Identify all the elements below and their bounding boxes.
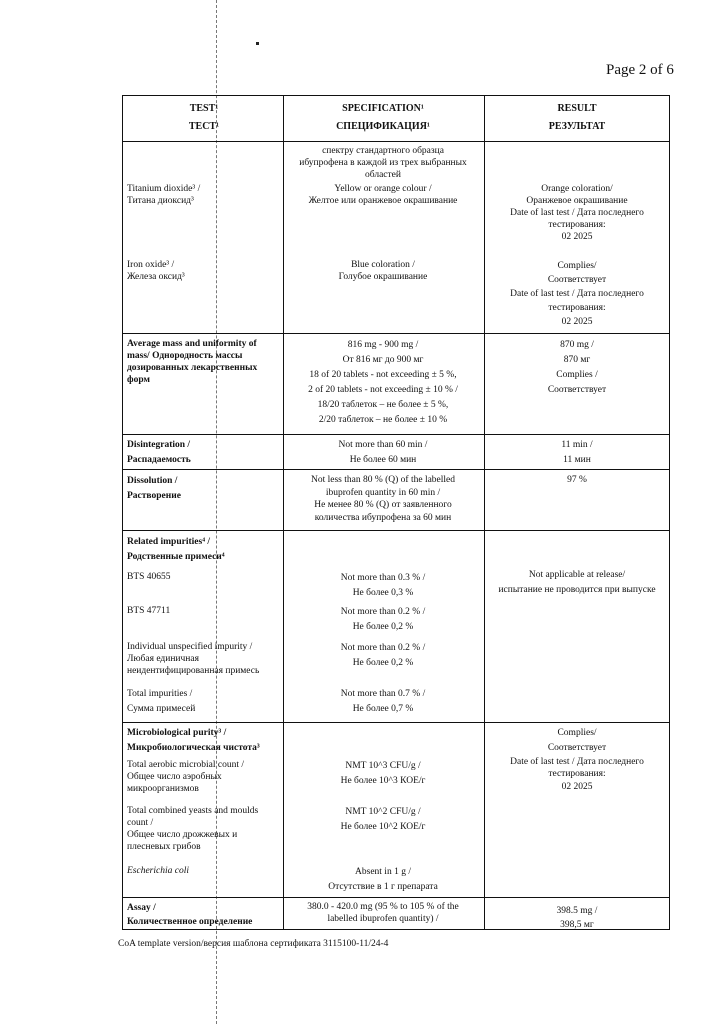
result-average-mass: 870 mg / 870 мг Complies / Соответствует: [547, 340, 607, 395]
page-number: Page 2 of 6: [606, 62, 674, 78]
header-test: TEST¹ ТЕСТ¹: [188, 103, 220, 132]
test-aerobic-count: Total aerobic microbial count / Общее число аэробных микроорганизмов: [127, 760, 244, 794]
result-microbiological-purity: Complies/ Соответствует Date of last test / Дата последнего тестирования: 02 2025: [510, 728, 644, 792]
template-version-footer: CoA template version/версия шаблона сертификата 3115100-11/24-4: [118, 939, 389, 949]
column-divider: [484, 96, 485, 929]
row-divider: [123, 333, 669, 334]
test-related-impurities: Related impurities⁴ / Родственные примеси⁴: [127, 537, 225, 562]
row-divider: [123, 722, 669, 723]
test-assay: Assay / Количественное определение: [127, 903, 253, 927]
spec-aerobic-count: NMT 10^3 CFU/g / Не более 10^3 КОЕ/г: [340, 761, 426, 786]
spec-bts-40655: Not more than 0.3 % / Не более 0,3 %: [340, 573, 426, 598]
spec-escherichia-coli: Absent in 1 g / Отсутствие в 1 г препарата: [328, 867, 438, 892]
test-dissolution: Dissolution / Растворение: [127, 476, 181, 501]
spec-dissolution: Not less than 80 % (Q) of the labelled ibuprofen quantity in 60 min / Не менее 80 % (Q) от заявленного количества ибупрофена за 60 мин: [310, 475, 456, 523]
test-average-mass: Average mass and uniformity of mass/ Однородность массы дозированных лекарственных форм: [127, 339, 258, 385]
spec-bts-47711: Not more than 0.2 % / Не более 0,2 %: [340, 607, 426, 632]
row-divider: [123, 530, 669, 531]
row-divider: [123, 897, 669, 898]
spec-disintegration: Not more than 60 min / Не более 60 мин: [338, 440, 428, 465]
test-total-impurities: Total impurities / Сумма примесей: [127, 689, 196, 714]
test-bts-40655: BTS 40655: [127, 572, 171, 582]
scan-speck: [256, 42, 259, 45]
test-titanium-dioxide: Titanium dioxide³ / Титана диоксид³: [127, 184, 201, 206]
test-disintegration: Disintegration / Распадаемость: [127, 440, 191, 465]
test-bts-47711: BTS 47711: [127, 606, 171, 616]
result-dissolution: 97 %: [567, 475, 587, 485]
spec-continuation: спектру стандартного образца ибупрофена в каждой из трех выбранных областей: [299, 146, 467, 180]
test-unspecified-impurity: Individual unspecified impurity / Любая единичная неидентифицированная примесь: [127, 642, 260, 676]
test-yeasts-moulds: Total combined yeasts and moulds count / Общее число дрожжевых и плесневых грибов: [127, 806, 259, 852]
specification-table: [122, 95, 670, 930]
result-titanium-dioxide: Orange coloration/ Оранжевое окрашивание Date of last test / Дата последнего тестирования: 02 2025: [510, 184, 644, 242]
header-result: RESULT РЕЗУЛЬТАТ: [548, 103, 606, 132]
result-assay: 398.5 mg / 398,5 мг: [556, 906, 598, 930]
test-microbiological-purity: Microbiological purity³ / Микробиологическая чистота³: [127, 728, 260, 753]
row-divider: [123, 434, 669, 435]
spec-titanium-dioxide: Yellow or orange colour / Желтое или оранжевое окрашивание: [308, 184, 458, 206]
spec-assay: 380.0 - 420.0 mg (95 % to 105 % of the labelled ibuprofen quantity) /: [307, 902, 459, 924]
test-escherichia-coli: Escherichia coli: [127, 866, 189, 876]
spec-total-impurities: Not more than 0.7 % / Не более 0,7 %: [340, 689, 426, 714]
result-disintegration: 11 min / 11 мин: [561, 440, 593, 465]
result-related-impurities: Not applicable at release/ испытание не проводится при выпуске: [498, 570, 656, 595]
result-iron-oxide: Complies/ Соответствует Date of last test / Дата последнего тестирования: 02 2025: [510, 261, 644, 327]
spec-average-mass: 816 mg - 900 mg / От 816 мг до 900 мг 18 of 20 tablets - not exceeding ± 5 %, 2 of 20 tablets - not exceeding ± 10 % / 18/20 таблеток – не более ± 5 %, 2/20 таблеток – не более ± 10 %: [308, 340, 458, 425]
row-divider: [123, 141, 669, 142]
test-iron-oxide: Iron oxide³ / Железа оксид³: [127, 260, 185, 282]
spec-unspecified-impurity: Not more than 0.2 % / Не более 0,2 %: [340, 643, 426, 668]
spec-iron-oxide: Blue coloration / Голубое окрашивание: [338, 260, 428, 282]
header-specification: SPECIFICATION¹ СПЕЦИФИКАЦИЯ¹: [336, 103, 430, 132]
row-divider: [123, 469, 669, 470]
spec-yeasts-moulds: NMT 10^2 CFU/g / Не более 10^2 КОЕ/г: [340, 807, 426, 832]
